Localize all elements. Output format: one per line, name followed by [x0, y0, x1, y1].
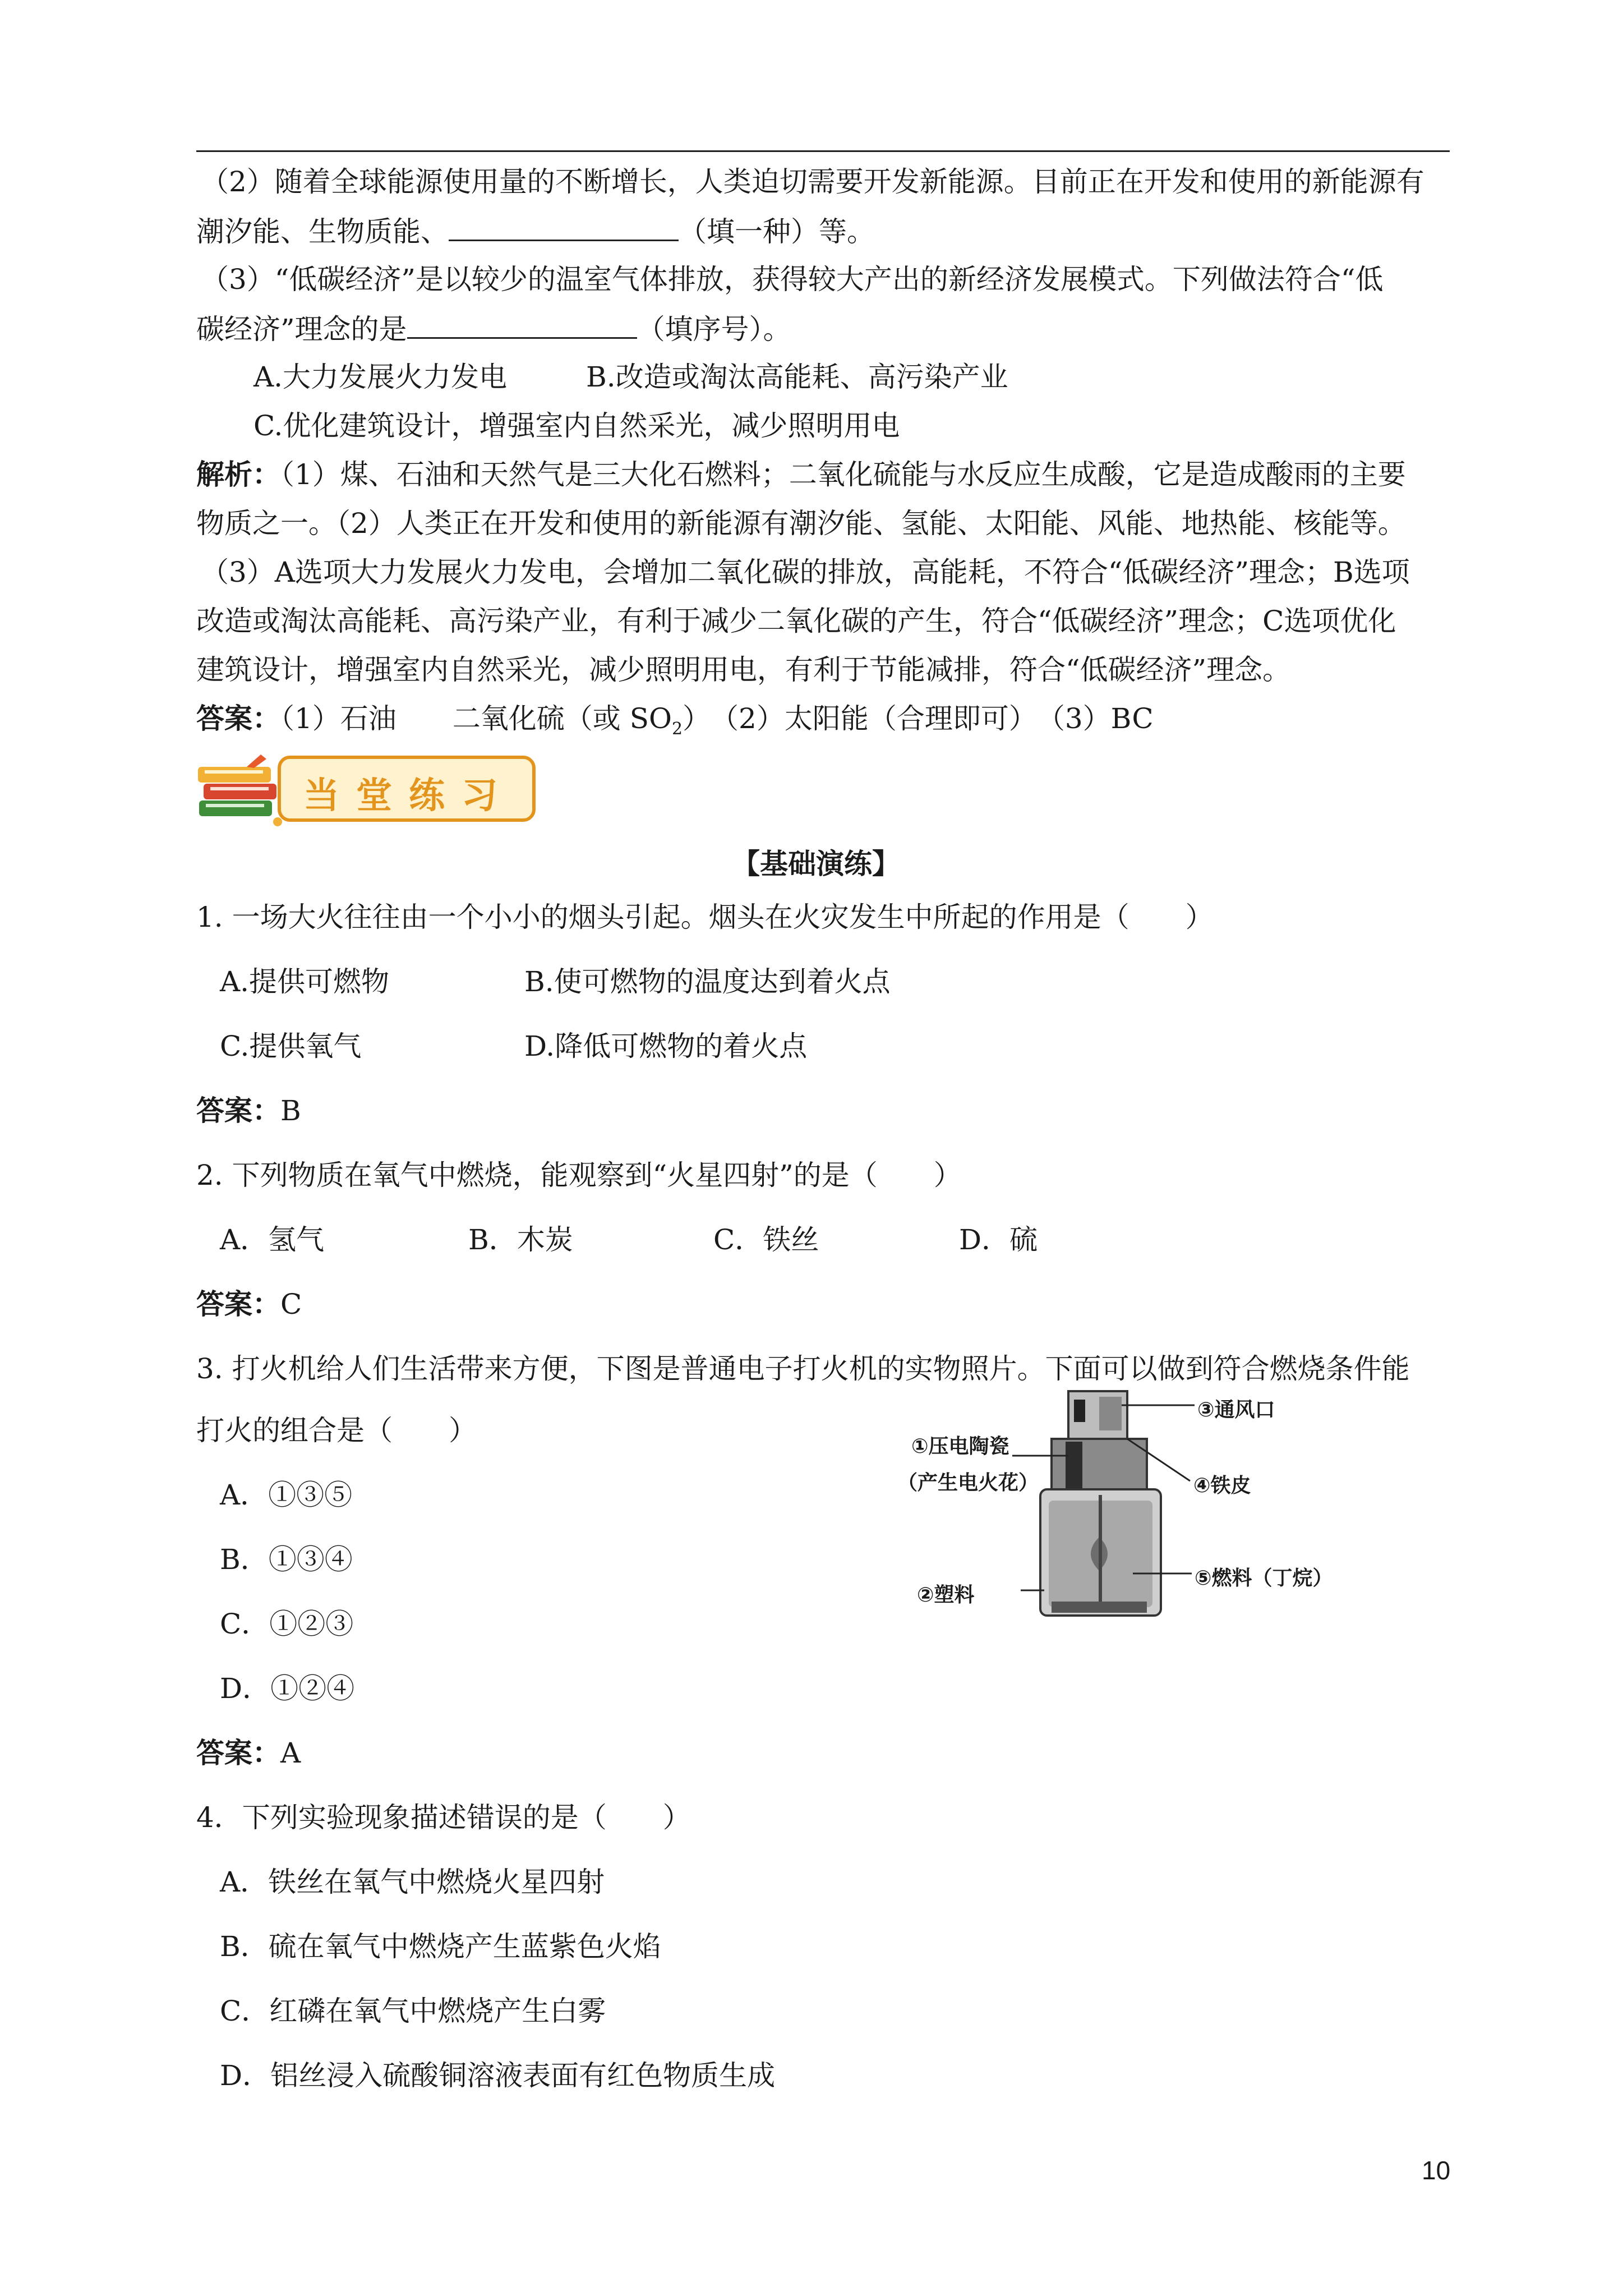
q1-option-c: C.提供氧气 [220, 1030, 362, 1062]
answer-text-a: （1）石油 二氧化硫（或 SO [280, 702, 672, 735]
q2-answer-value: C [280, 1288, 302, 1320]
question-2: 2. 下列物质在氧气中燃烧，能观察到“火星四射”的是（ ） [196, 1159, 962, 1191]
label-fuel: ⑤燃料（丁烷） [1195, 1567, 1333, 1590]
answer-label: 答案： [196, 1094, 280, 1127]
practice-banner [193, 749, 536, 833]
q2-option-b: B．木炭 [468, 1223, 573, 1256]
label-spark: （产生电火花） [897, 1471, 1039, 1494]
q1-option-b: B.使可燃物的温度达到着火点 [524, 965, 891, 998]
q4-option-b: B．硫在氧气中燃烧产生蓝紫色火焰 [220, 1930, 661, 1963]
answer-label: 答案： [196, 1288, 280, 1320]
analysis-line4: 改造或淘汰高能耗、高污染产业，有利于减少二氧化碳的产生，符合“低碳经济”理念；C选项优化 [196, 605, 1396, 637]
q3-option-a: A.大力发展火力发电 [253, 361, 508, 393]
analysis-line2: 物质之一。（2）人类正在开发和使用的新能源有潮汐能、氢能、太阳能、风能、地热能、核能等。 [196, 507, 1406, 540]
q4-option-a: A．铁丝在氧气中燃烧火星四射 [220, 1866, 605, 1898]
analysis-text-1: （1）煤、石油和天然气是三大化石燃料；二氧化硫能与水反应生成酸，它是造成酸雨的主要 [280, 458, 1406, 491]
q2-line2-end: （填一种）等。 [679, 215, 875, 248]
q1-answer [196, 1093, 301, 1129]
q3-line2 [196, 310, 791, 347]
lighter-figure [897, 1388, 1346, 1624]
analysis-line5: 建筑设计，增强室内自然采光，减少照明用电，有利于节能减排，符合“低碳经济”理念。 [196, 654, 1291, 686]
q4-option-d: D．铝丝浸入硫酸铜溶液表面有红色物质生成 [220, 2059, 776, 2092]
q3-line2-start: 碳经济”理念的是 [196, 313, 407, 346]
answer-subscript: 2 [671, 719, 683, 739]
answer-line [196, 701, 1154, 747]
label-piezo: ①压电陶瓷 [911, 1435, 1009, 1458]
fill-blank [449, 213, 679, 241]
q2-option-a: A．氢气 [220, 1223, 325, 1256]
q2-option-c: C．铁丝 [713, 1223, 819, 1256]
question-3-line2: 打火的组合是（ ） [196, 1414, 477, 1447]
q3-option-c: C.优化建筑设计，增强室内自然采光，减少照明用电 [253, 409, 900, 442]
label-vent: ③通风口 [1197, 1398, 1275, 1421]
analysis-label: 解析： [196, 458, 280, 491]
banner-title: 当堂练习 [303, 775, 514, 817]
q1-option-d: D.降低可燃物的着火点 [524, 1030, 808, 1062]
answer-label: 答案： [196, 702, 280, 735]
q2-line1: （2）随着全球能源使用量的不断增长，人类迫切需要开发新能源。目前正在开发和使用的新能源有 [201, 165, 1424, 198]
q3-line1: （3）“低碳经济”是以较少的温室气体排放，获得较大产出的新经济发展模式。下列做法符合“低 [201, 263, 1384, 296]
answer-text-b: ） （2）太阳能（合理即可） （3）BC [683, 702, 1154, 735]
q3-option-b: B．①③④ [220, 1543, 353, 1576]
fill-blank [407, 310, 637, 339]
header-rule [196, 150, 1450, 152]
q1-option-a: A.提供可燃物 [220, 965, 390, 998]
question-1: 1. 一场大火往往由一个小小的烟头引起。烟头在火灾发生中所起的作用是（ ） [196, 901, 1214, 933]
question-4: 4．下列实验现象描述错误的是（ ） [196, 1801, 691, 1834]
section-title: 【基础演练】 [732, 848, 900, 880]
q1-answer-value: B [280, 1094, 301, 1127]
q2-line2-start: 潮汐能、生物质能、 [196, 215, 449, 248]
q3-line2-end: （填序号）。 [637, 313, 791, 346]
q3-option-a: A．①③⑤ [220, 1479, 353, 1511]
q4-option-c: C．红磷在氧气中燃烧产生白雾 [220, 1995, 606, 2027]
q3-option-c: C．①②③ [220, 1608, 354, 1640]
analysis-line1 [196, 457, 1406, 493]
q2-line2 [196, 213, 875, 250]
label-plastic: ②塑料 [917, 1584, 975, 1607]
books-icon [193, 749, 289, 833]
label-iron: ④铁皮 [1193, 1474, 1251, 1497]
question-3-line1: 3. 打火机给人们生活带来方便，下图是普通电子打火机的实物照片。下面可以做到符合燃烧条件能 [196, 1352, 1410, 1385]
q2-answer [196, 1286, 302, 1322]
answer-label: 答案： [196, 1737, 280, 1769]
q3-answer-value: A [280, 1737, 301, 1769]
analysis-line3: （3）A选项大力发展火力发电，会增加二氧化碳的排放，高能耗，不符合“低碳经济”理念；B选项 [201, 556, 1410, 588]
q3-option-d: D．①②④ [220, 1672, 355, 1705]
page-number: 10 [1422, 2156, 1451, 2185]
q3-answer [196, 1735, 301, 1771]
q3-option-b: B.改造或淘汰高能耗、高污染产业 [586, 361, 1008, 393]
banner-box [278, 756, 536, 822]
q2-option-d: D．硫 [959, 1223, 1038, 1256]
